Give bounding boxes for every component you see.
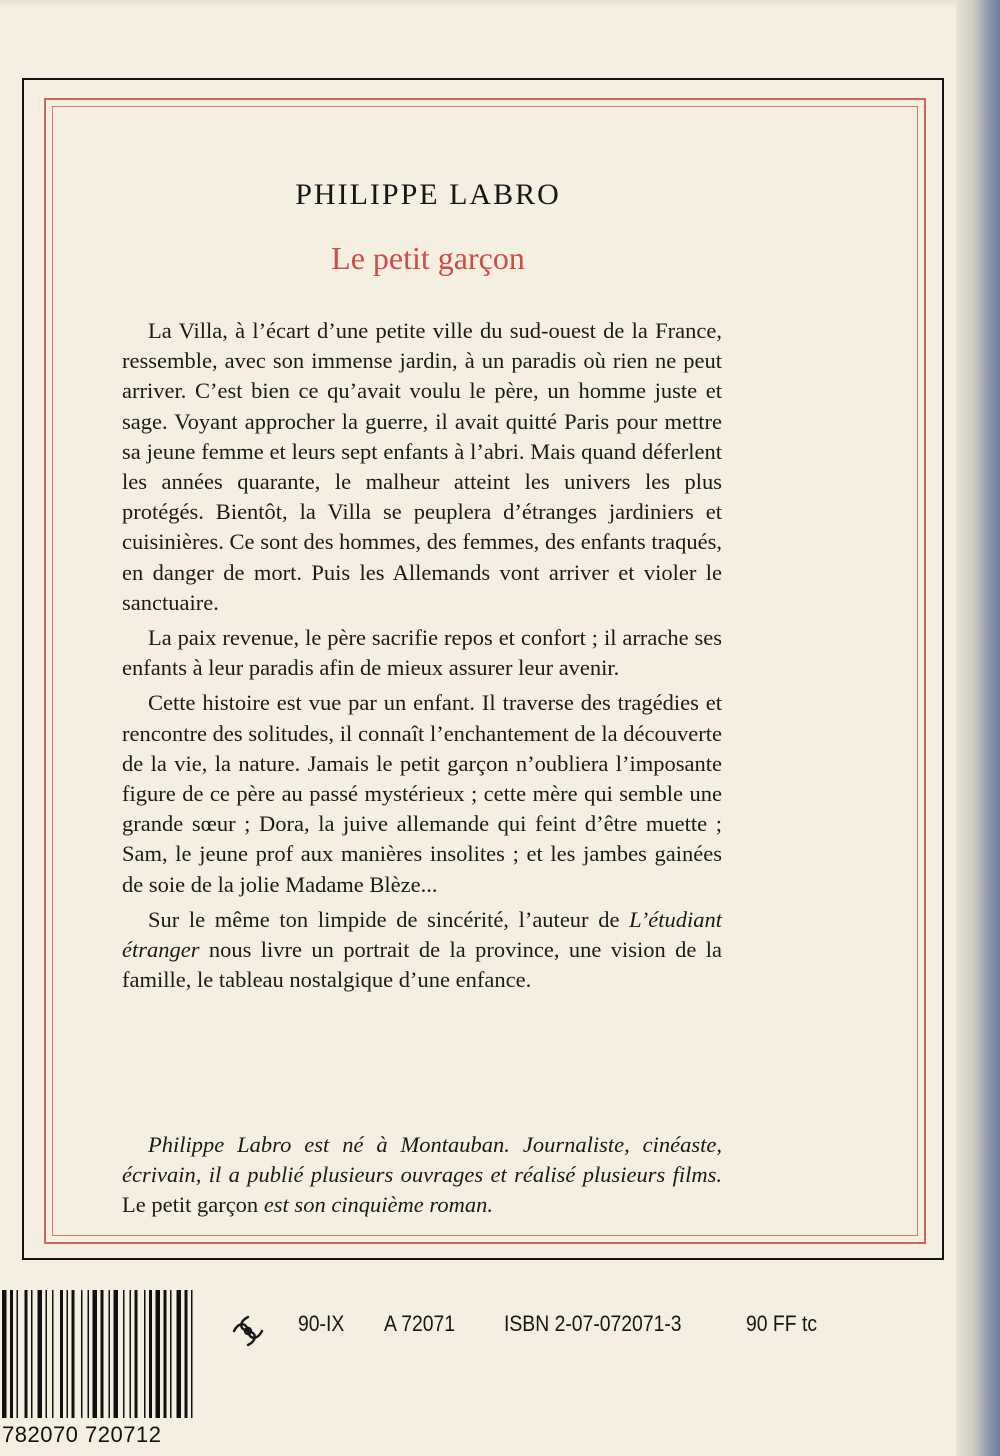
barcode-bar: [72, 1290, 75, 1418]
blurb-paragraph-2: La paix revenue, le père sacrifie repos et confort ; il arrache ses enfants à leur paradis afin de mieux assurer leur avenir.: [122, 625, 722, 681]
barcode-bar: [185, 1290, 188, 1418]
barcode-bar: [17, 1290, 19, 1418]
barcode-bar: [123, 1290, 125, 1418]
author-bio-part-1: Philippe Labro est né à Montauban. Journaliste, cinéaste, écrivain, il a publié plusieurs ouvrages et réalisé plusieurs films.: [122, 1132, 722, 1188]
barcode-bar: [191, 1290, 193, 1418]
barcode-bar: [149, 1290, 152, 1418]
edition-code: 90-IX: [298, 1311, 345, 1336]
price: 90 FF tc: [746, 1311, 818, 1336]
barcode-bar: [10, 1290, 13, 1418]
author-bio-part-2: est son cinquième roman.: [258, 1192, 493, 1218]
blurb-paragraph-4-end: nous livre un portrait de la province, une vision de la famille, le tableau nostalgique d’une enfance.: [122, 937, 722, 993]
barcode-bar: [25, 1290, 28, 1418]
barcode-bar: [2, 1290, 7, 1418]
barcode-bar: [156, 1290, 161, 1418]
barcode-bar: [144, 1290, 146, 1418]
cover-edge-shadow: [956, 0, 1000, 1456]
author-bio-title: Le petit garçon: [122, 1192, 259, 1218]
book-title: Le petit garçon: [331, 240, 525, 276]
blurb-text: [122, 316, 722, 1000]
barcode-bar: [60, 1290, 63, 1418]
barcode-bar: [88, 1290, 90, 1418]
publisher-logo-icon: [228, 1311, 268, 1351]
barcode-bar: [52, 1290, 54, 1418]
barcode-bar: [67, 1290, 69, 1418]
page-top-edge: [0, 0, 960, 8]
barcode-bar: [31, 1290, 33, 1418]
blurb-paragraph-4-start: Sur le même ton limpide de sincérité, l’auteur de: [148, 906, 630, 932]
blurb-paragraph-3: Cette histoire est vue par un enfant. Il traverse des tragédies et rencontre des solitudes, il connaît l’enchantement de la découverte de la vie, la nature. Jamais le petit garçon n’oubliera l’imposante figure de ce père au passé mystérieux ; cette mère qui semble une grande sœur ; Dora, la juive allemande qui feint d’être muette ; Sam, le jeune prof aux manières insolites ; et les jambes gainées de soie de la jolie Madame Blèze...: [122, 690, 722, 897]
barcode-bar: [130, 1290, 132, 1418]
barcode-bar: [38, 1290, 43, 1418]
barcode-bar: [170, 1290, 172, 1418]
author-name: PHILIPPE LABRO: [295, 178, 561, 211]
barcode-number: 782070 720712: [2, 1422, 162, 1447]
barcode-bar: [114, 1290, 119, 1418]
isbn: ISBN 2-07-072071-3: [504, 1311, 682, 1336]
blurb-paragraph-4: [122, 905, 722, 996]
barcode-bar: [93, 1290, 98, 1418]
barcode-bar: [46, 1290, 48, 1418]
barcode-bar: [135, 1290, 138, 1418]
author-bio: [122, 1130, 722, 1221]
barcode-bar: [177, 1290, 182, 1418]
referenced-book-title: L’étudiant étranger: [122, 906, 722, 963]
barcode-bar: [109, 1290, 111, 1418]
barcode-bar: [81, 1290, 83, 1418]
blurb-paragraph-1: La Villa, à l’écart d’une petite ville du sud-ouest de la France, ressemble, avec son immense jardin, à un paradis où rien ne peut arriver. C’est bien ce qu’avait voulu le père, un homme juste et sage. Voyant approcher la guerre, il avait quitté Paris pour mettre sa jeune femme et leurs sept enfants à l’abri. Mais quand déferlent les années quarante, le malheur atteint les univers les plus protégés. Bientôt, la Villa se peuplera d’étranges jardiniers et cuisinières. Ce sont des hommes, des femmes, des enfants traqués, en danger de mort. Puis les Allemands vont arriver et violer le sanctuaire.: [122, 318, 722, 615]
barcode-bar: [101, 1290, 104, 1418]
barcode-bar: [164, 1290, 167, 1418]
catalog-reference: A 72071: [384, 1311, 456, 1336]
